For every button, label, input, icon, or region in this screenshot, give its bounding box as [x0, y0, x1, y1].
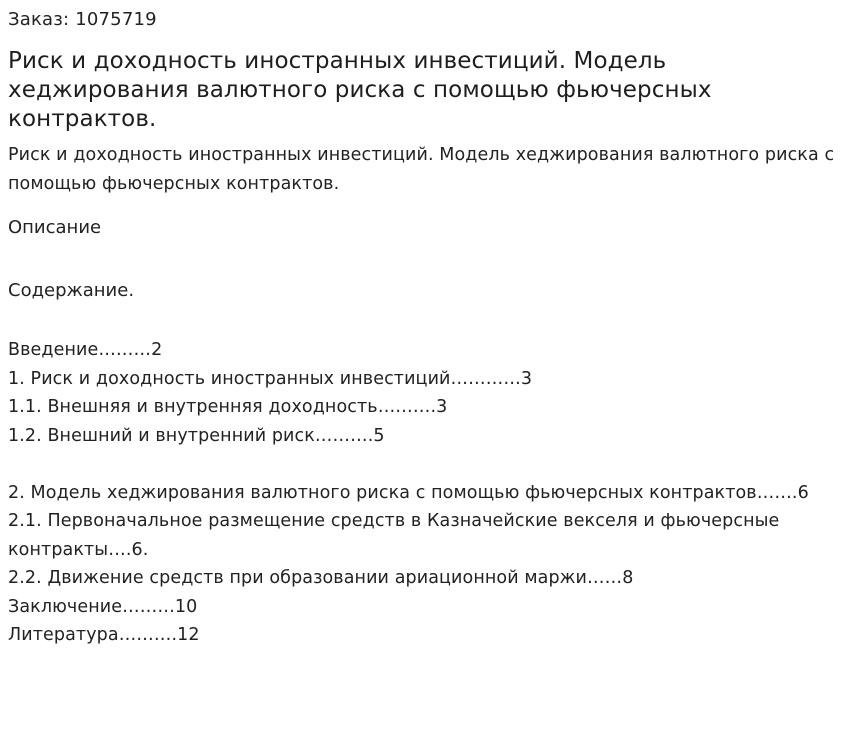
order-number: Заказ: 1075719 — [8, 9, 157, 30]
toc-item: 2.2. Движение средств при образовании ариационной маржи……8 — [8, 568, 634, 588]
toc-item: 1.2. Внешний и внутренний риск……….5 — [8, 425, 385, 446]
toc-item: Введение………2 — [8, 340, 163, 360]
toc-item: 1. Риск и доходность иностранных инвестиций…………3 — [8, 368, 533, 389]
contents-heading: Содержание. — [8, 280, 135, 301]
page-subtitle: Риск и доходность иностранных инвестиций. Модель хеджирования валютного риска с помощью фьючерсных контрактов. — [8, 145, 835, 194]
toc-spacer — [8, 450, 839, 479]
page-title: Риск и доходность иностранных инвестиций. Модель хеджирования валютного риска с помощью фьючерсных контрактов. — [8, 48, 712, 132]
toc-item: 2. Модель хеджирования валютного риска с помощью фьючерсных контрактов…….6 — [8, 482, 809, 503]
description-label: Описание — [8, 217, 102, 238]
toc-item: 1.1. Внешняя и внутренняя доходность……….3 — [8, 397, 448, 417]
table-of-contents — [8, 336, 839, 650]
toc-item: Литература……….12 — [8, 625, 200, 645]
toc-item: 2.1. Первоначальное размещение средств в Казначейские векселя и фьючерсные контракты….6. — [8, 511, 780, 560]
toc-item: Заключение………10 — [8, 596, 198, 617]
